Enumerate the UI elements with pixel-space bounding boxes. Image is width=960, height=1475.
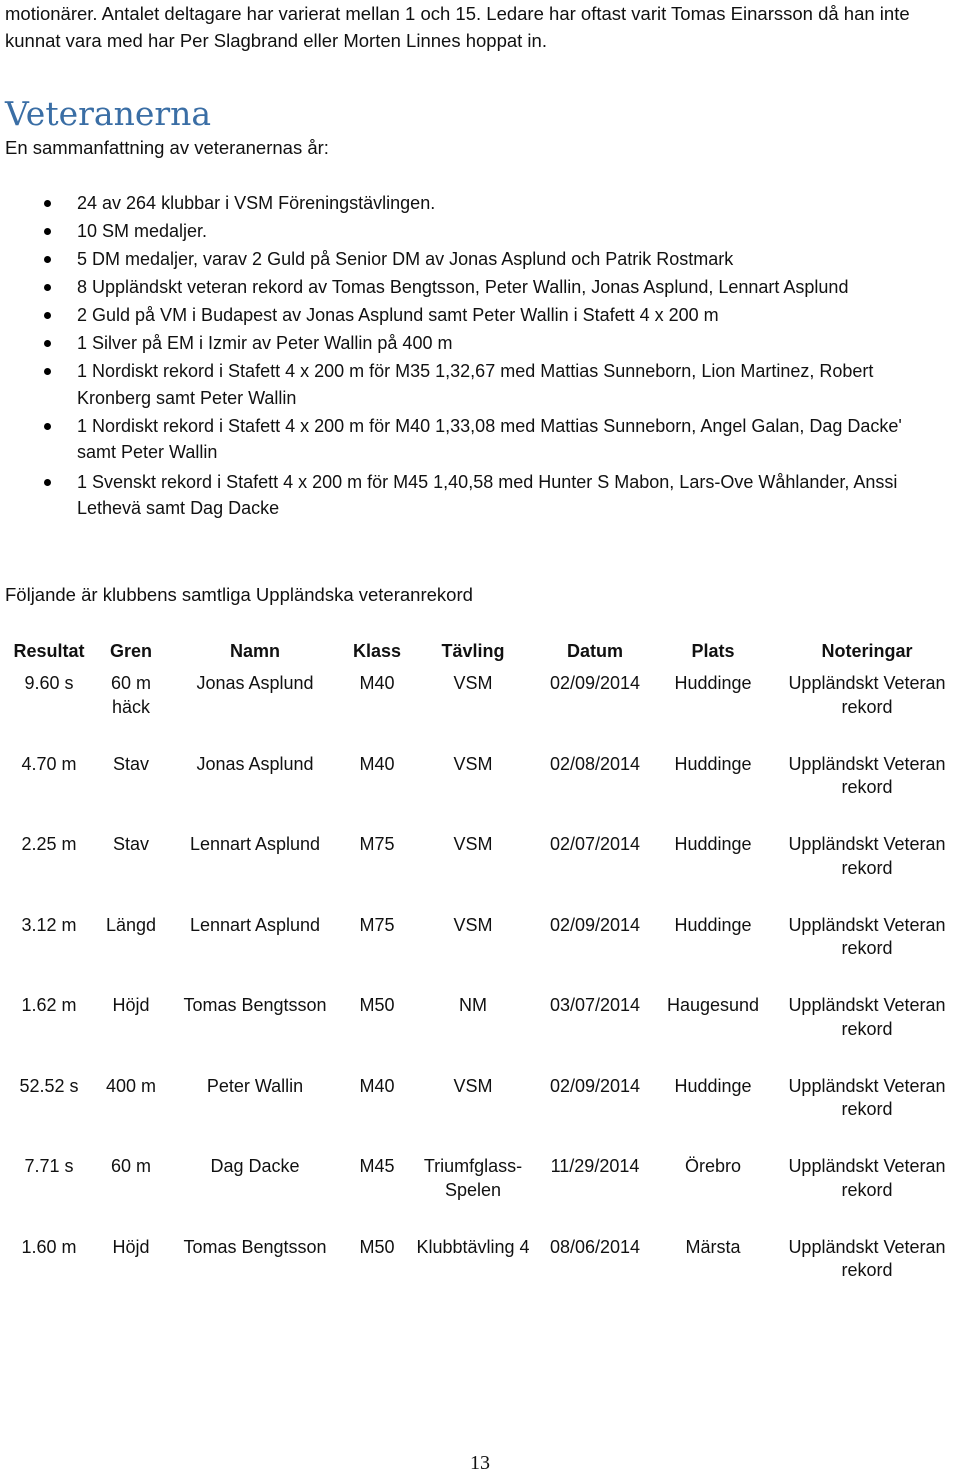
table-cell: Uppländskt Veteran rekord [788,1075,946,1119]
list-item: 1 Silver på EM i Izmir av Peter Wallin på 400 m [0,330,937,357]
table-row [0,910,960,991]
table-cell: Jonas Asplund [196,753,314,774]
table-cell: 02/09/2014 [549,673,641,693]
list-item: 2 Guld på VM i Budapest av Jonas Asplund samt Peter Wallin i Stafett 4 x 200 m [0,302,937,329]
column-header: Namn [229,641,280,662]
table-cell: Tomas Bengtsson [183,995,327,1015]
column-header: Gren [109,641,152,662]
table-cell: VSM [453,914,493,935]
table-cell: 400 m [105,1075,157,1096]
table-row [0,1232,960,1313]
table-row [0,668,960,749]
table-cell: Lennart Asplund [189,834,321,854]
list-item: 24 av 264 klubbar i VSM Föreningstävlingen. [0,190,937,217]
table-cell: M75 [359,914,395,935]
bullet-icon [44,200,51,207]
list-item: 1 Svenskt rekord i Stafett 4 x 200 m för M45 1,40,58 med Hunter S Mabon, Lars-Ove Wåhlander, Anssi Lethevä samt Dag Dacke [0,469,937,522]
column-header: Noteringar [821,641,913,662]
table-cell: M40 [359,673,395,693]
table-cell: 4.70 m [21,753,77,774]
table-cell: Uppländskt Veteran rekord [788,673,946,717]
table-cell: Märsta [685,1236,741,1257]
table-cell: Höjd [112,995,150,1015]
table-cell: NM [459,995,487,1015]
table-cell: 02/07/2014 [549,834,641,854]
table-cell: Peter Wallin [206,1075,304,1096]
list-item: 1 Nordiskt rekord i Stafett 4 x 200 m för M40 1,33,08 med Mattias Sunneborn, Angel Galan, Dag Dacke' samt Peter Wallin [0,413,937,466]
table-cell: Dag Dacke [210,1156,300,1176]
table-cell: 03/07/2014 [549,995,641,1015]
table-cell: Huddinge [674,753,752,774]
list-item: 1 Nordiskt rekord i Stafett 4 x 200 m för M35 1,32,67 med Mattias Sunneborn, Lion Martinez, Robert Kronberg samt Peter Wallin [0,358,937,411]
table-cell: 02/08/2014 [549,753,641,774]
table-cell: 02/09/2014 [549,914,641,935]
table-cell: Huddinge [674,673,752,693]
section-subtitle: En sammanfattning av veteranernas år: [5,137,329,158]
table-intro: Följande är klubbens samtliga Uppländska veteranrekord [5,584,473,605]
table-cell: VSM [453,753,493,774]
table-cell: Längd [105,914,157,935]
table-cell: 2.25 m [21,834,77,854]
table-cell: M45 [359,1156,395,1176]
achievements-list [0,190,960,523]
table-cell: 1.60 m [21,1236,77,1257]
list-item: 5 DM medaljer, varav 2 Guld på Senior DM av Jonas Asplund och Patrik Rostmark [0,246,937,273]
table-row [0,829,960,910]
table-cell: Tomas Bengtsson [183,1236,327,1257]
table-cell: 1.62 m [21,995,77,1015]
table-cell: 11/29/2014 [550,1156,640,1176]
table-row [0,749,960,830]
table-cell: 60 m [110,1156,152,1176]
column-header: Plats [691,641,735,662]
table-cell: Uppländskt Veteran rekord [788,753,946,797]
table-cell: Huddinge [674,914,752,935]
column-header: Klass [352,641,402,662]
table-cell: 7.71 s [24,1156,74,1176]
table-cell: Uppländskt Veteran rekord [788,1156,946,1200]
bullet-icon [44,423,51,430]
table-row [0,1151,960,1232]
section-heading: Veteranerna [5,94,212,133]
table-cell: Höjd [112,1236,150,1257]
bullet-icon [44,312,51,319]
table-cell: Uppländskt Veteran rekord [788,834,946,878]
table-cell: VSM [453,673,493,693]
bullet-icon [44,256,51,263]
table-cell: 3.12 m [21,914,77,935]
list-item: 8 Uppländskt veteran rekord av Tomas Bengtsson, Peter Wallin, Jonas Asplund, Lennart Asplund [0,274,937,301]
table-cell: M75 [359,834,395,854]
table-cell: VSM [453,834,493,854]
table-cell: Triumfglass-Spelen [423,1156,523,1200]
records-table [0,636,960,1312]
table-cell: 9.60 s [24,673,74,693]
table-cell: M40 [359,1075,395,1096]
table-cell: Stav [112,834,150,854]
table-cell: VSM [453,1075,493,1096]
table-cell: Lennart Asplund [189,914,321,935]
table-row [0,1071,960,1152]
table-cell: Uppländskt Veteran rekord [788,1236,946,1280]
list-item: 10 SM medaljer. [0,218,937,245]
page-number: 13 [470,1452,490,1474]
table-cell: 52.52 s [19,1075,79,1096]
table-cell: Haugesund [666,995,760,1015]
table-cell: 60 m häck [110,673,152,717]
bullet-icon [44,340,51,347]
column-header: Datum [566,641,623,662]
table-header-row [0,636,960,668]
table-cell: Jonas Asplund [196,673,314,693]
bullet-icon [44,284,51,291]
table-cell: M40 [359,753,395,774]
table-cell: Stav [112,753,150,774]
table-cell: Uppländskt Veteran rekord [788,995,946,1039]
table-cell: M50 [359,995,395,1015]
bullet-icon [44,368,51,375]
intro-paragraph: motionärer. Antalet deltagare har varierat mellan 1 och 15. Ledare har oftast varit Tomas Einarsson då han inte kunnat vara med har Per Slagbrand eller Morten Linnes hoppat in. [5,3,910,51]
table-row [0,990,960,1071]
table-cell: Klubbtävling 4 [416,1236,530,1257]
table-cell: Huddinge [674,1075,752,1096]
column-header: Resultat [13,641,85,662]
bullet-icon [44,228,51,235]
table-cell: Örebro [684,1156,742,1176]
table-cell: Uppländskt Veteran rekord [788,914,946,958]
table-cell: 02/09/2014 [549,1075,641,1096]
bullet-icon [44,479,51,486]
table-cell: 08/06/2014 [549,1236,641,1257]
column-header: Tävling [441,641,505,662]
table-cell: Huddinge [674,834,752,854]
table-cell: M50 [359,1236,395,1257]
